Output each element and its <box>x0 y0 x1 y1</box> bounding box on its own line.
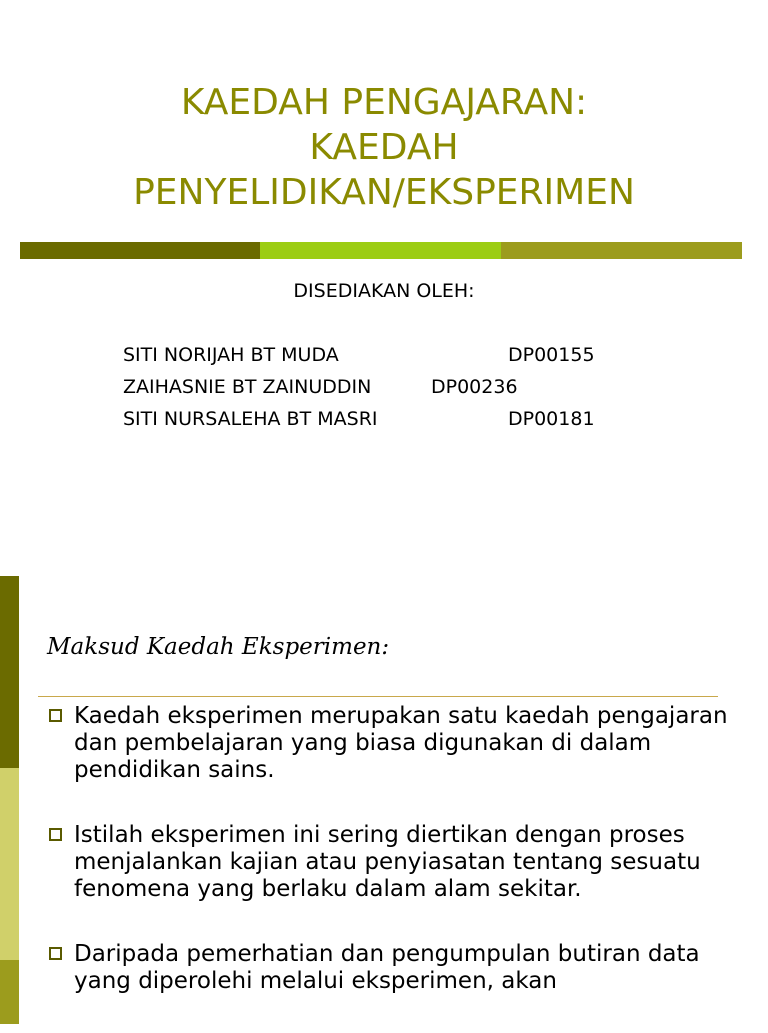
title-line-1: KAEDAH PENGAJARAN: <box>180 82 588 123</box>
sidebar-accent-light <box>0 768 19 960</box>
divider-bar-green <box>260 242 501 259</box>
sidebar-accent-olive <box>0 960 19 1024</box>
bullet-text: Daripada pemerhatian dan pengumpulan butiran data yang diperolehi melalui eksperimen, akan <box>74 941 700 994</box>
author-id: DP00181 <box>508 408 595 430</box>
content-slide-title: Maksud Kaedah Eksperimen: <box>47 634 390 660</box>
title-line-2: KAEDAH <box>309 127 459 168</box>
author-name: ZAIHASNIE BT ZAINUDDIN <box>123 376 372 398</box>
bullet-text: Kaedah eksperimen merupakan satu kaedah pengajaran dan pembelajaran yang biasa digunakan di dalam pendidikan sains. <box>74 703 728 783</box>
author-id: DP00155 <box>508 344 595 366</box>
slide-title <box>0 80 768 215</box>
bullet-text: Istilah eksperimen ini sering diertikan dengan proses menjalankan kajian atau penyiasatan tentang sesuatu fenomena yang berlaku dalam alam sekitar. <box>74 822 701 902</box>
square-bullet-icon <box>49 828 62 841</box>
list-item <box>47 703 747 784</box>
divider-bar-olive <box>501 242 742 259</box>
title-line-3: PENYELIDIKAN/EKSPERIMEN <box>133 172 635 213</box>
bullet-list <box>47 703 747 1033</box>
author-name: SITI NORIJAH BT MUDA <box>123 344 339 366</box>
content-slide <box>0 560 768 1024</box>
author-id: DP00236 <box>431 376 518 398</box>
sidebar-accent-dark <box>0 576 19 768</box>
prepared-by-label: DISEDIAKAN OLEH: <box>293 280 475 302</box>
divider-bar-dark <box>20 242 260 259</box>
title-rule <box>38 696 718 697</box>
square-bullet-icon <box>49 947 62 960</box>
list-item <box>47 822 747 903</box>
list-item <box>47 941 747 995</box>
square-bullet-icon <box>49 709 62 722</box>
author-name: SITI NURSALEHA BT MASRI <box>123 408 378 430</box>
